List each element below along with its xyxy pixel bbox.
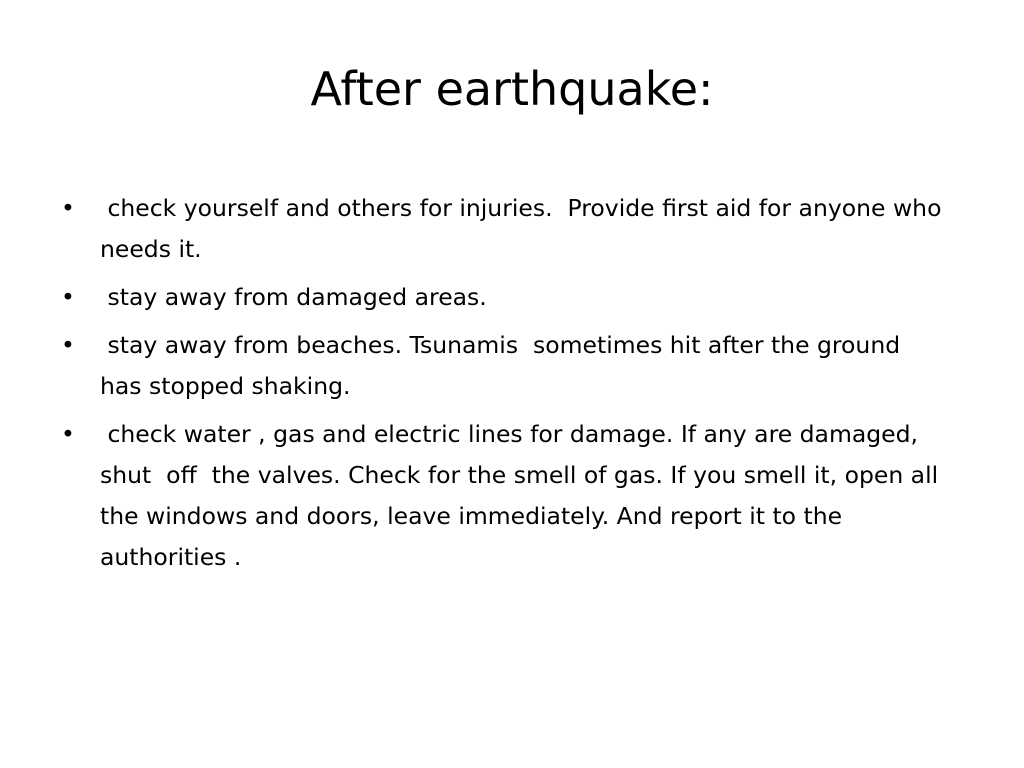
bullet-item (56, 414, 946, 578)
bullet-dot-icon: • (61, 331, 75, 359)
bullet-item (56, 325, 946, 407)
slide-title: After earthquake: (310, 62, 714, 116)
bullet-item (56, 277, 946, 318)
bullet-dot-icon: • (61, 420, 75, 448)
bullet-text: stay away from damaged areas. (100, 283, 487, 311)
bullet-text: check water , gas and electric lines for damage. If any are damaged, shut off the valves. Check for the smell of gas. If you smell it, open all the windows and doors, leave immediately. And report it to the authorities . (100, 420, 946, 571)
bullet-text: stay away from beaches. Tsunamis sometimes hit after the ground has stopped shaking. (100, 331, 908, 400)
bullet-item (56, 188, 949, 270)
bullet-dot-icon: • (61, 283, 75, 311)
bullet-dot-icon: • (61, 194, 75, 222)
bullet-list (56, 188, 949, 585)
bullet-text: check yourself and others for injuries. Provide first aid for anyone who needs it. (100, 194, 949, 263)
